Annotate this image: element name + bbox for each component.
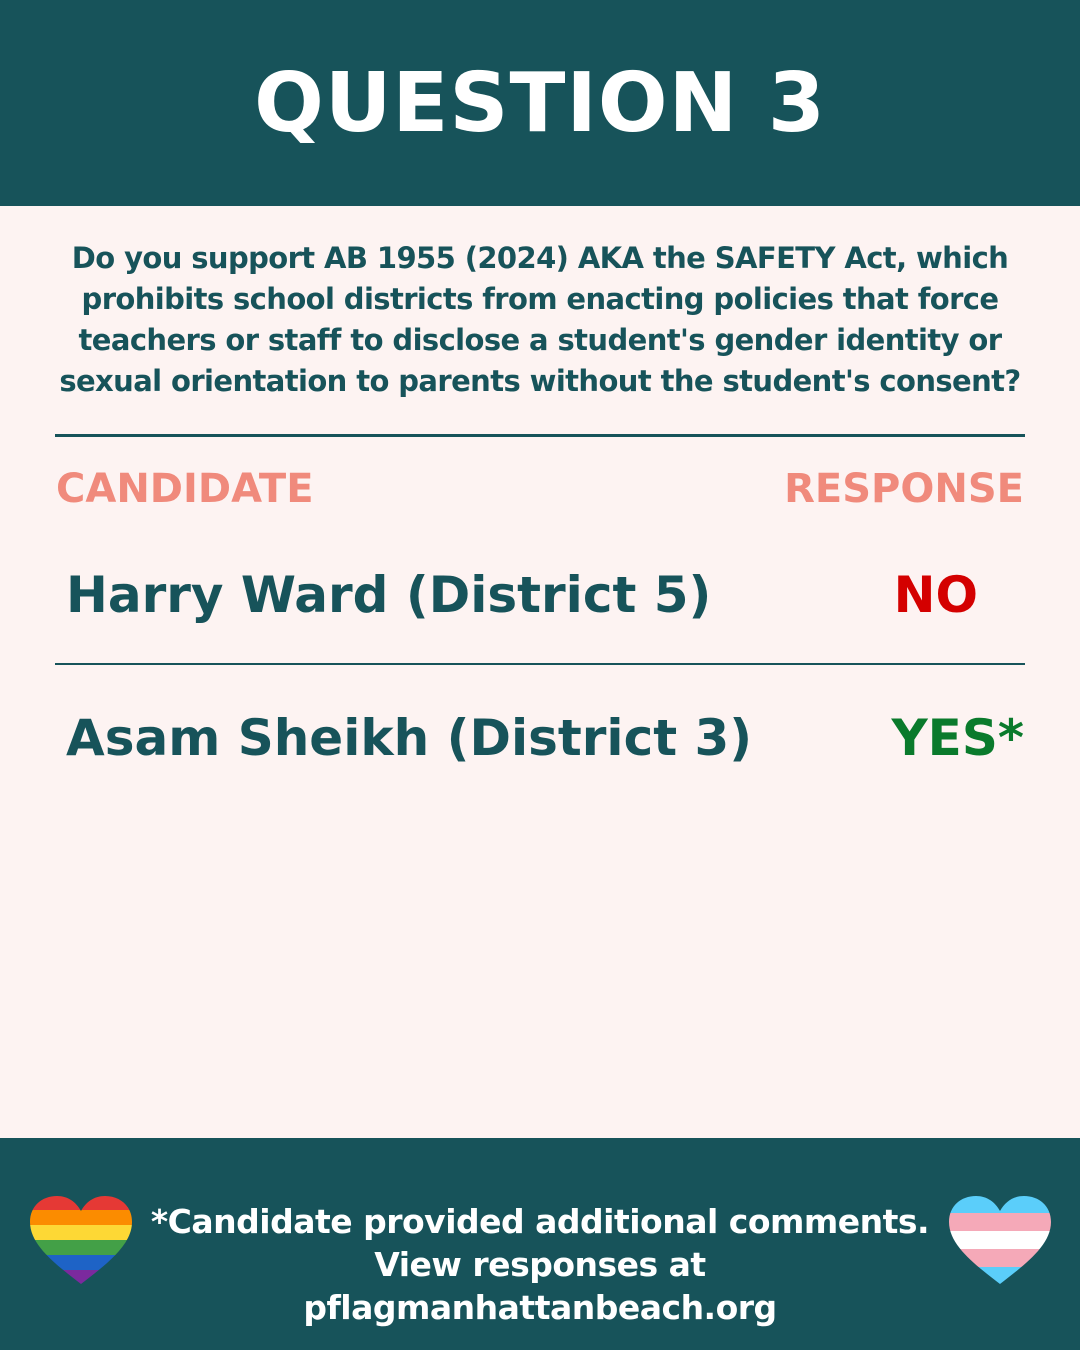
response-no: NO	[893, 566, 978, 624]
question-line: sexual orientation to parents without the student's consent?	[59, 364, 1021, 398]
footer-banner	[0, 1138, 1080, 1350]
footer-line: View responses at pflagmanhattanbeach.org	[303, 1245, 777, 1327]
header-banner	[0, 0, 1080, 206]
question-line: Do you support AB 1955 (2024) AKA the SAFETY Act, which	[71, 241, 1009, 275]
candidate-column-header: CANDIDATE	[56, 466, 314, 512]
question-text	[30, 238, 1050, 402]
question-line: teachers or staff to disclose a student's gender identity or	[78, 323, 1002, 357]
candidate-name: Asam Sheikh (District 3)	[66, 709, 753, 767]
rainbow-heart-icon	[28, 1194, 134, 1286]
candidate-name: Harry Ward (District 5)	[66, 566, 712, 624]
page-title: QUESTION 3	[254, 55, 826, 151]
response-column-header: RESPONSE	[784, 466, 1024, 512]
response-yes: YES*	[891, 709, 1024, 767]
row-divider	[55, 663, 1025, 665]
question-line: prohibits school districts from enacting policies that force	[81, 282, 999, 316]
footer-line: *Candidate provided additional comments.	[150, 1202, 930, 1241]
footer-note	[140, 1200, 940, 1329]
divider	[55, 434, 1025, 437]
trans-flag-heart-icon	[947, 1194, 1053, 1286]
